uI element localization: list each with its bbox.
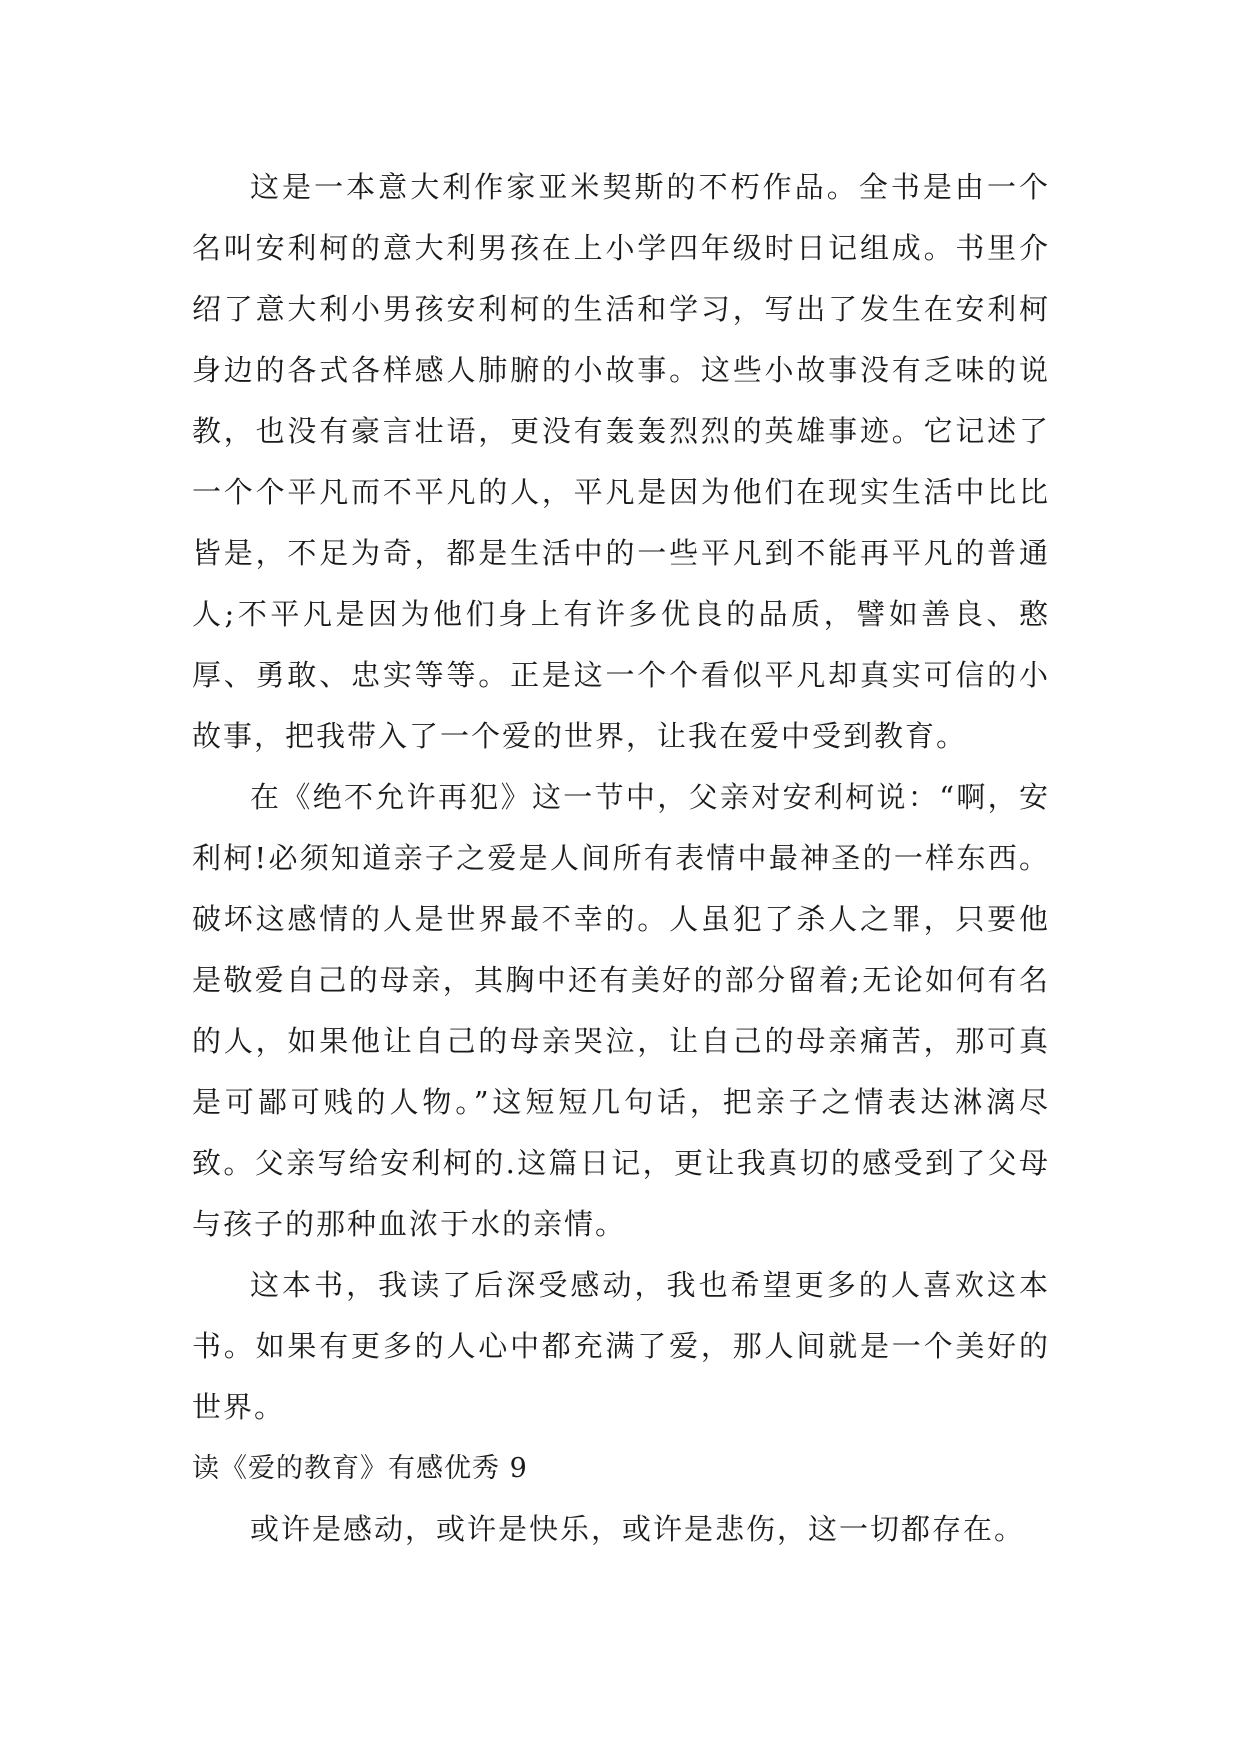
section-heading: 读《爱的教育》有感优秀 9	[192, 1453, 528, 1484]
body-paragraph: 这本书，我读了后深受感动，我也希望更多的人喜欢这本书。如果有更多的人心中都充满了爱，那人间就是一个美好的世界。	[192, 1268, 1050, 1424]
body-paragraph: 这是一本意大利作家亚米契斯的不朽作品。全书是由一个名叫安利柯的意大利男孩在上小学四年级时日记组成。书里介绍了意大利小男孩安利柯的生活和学习，写出了发生在安利柯身边的各式各样感人肺腑的小故事。这些小故事没有乏味的说教，也没有豪言壮语，更没有轰轰烈烈的英雄事迹。它记述了一个个平凡而不平凡的人，平凡是因为他们在现实生活中比比皆是，不足为奇，都是生活中的一些平凡到不能再平凡的普通人;不平凡是因为他们身上有许多优良的品质，譬如善良、憨厚、勇敢、忠实等等。正是这一个个看似平凡却真实可信的小故事，把我带入了一个爱的世界，让我在爱中受到教育。	[192, 170, 1050, 753]
body-paragraph: 或许是感动，或许是快乐，或许是悲伤，这一切都存在。	[250, 1512, 1026, 1546]
body-paragraph: 在《绝不允许再犯》这一节中，父亲对安利柯说：“啊，安利柯!必须知道亲子之爱是人间所有表情中最神圣的一样东西。破坏这感情的人是世界最不幸的。人虽犯了杀人之罪，只要他是敬爱自己的母亲，其胸中还有美好的部分留着;无论如何有名的人，如果他让自己的母亲哭泣，让自己的母亲痛苦，那可真是可鄙可贱的人物。”这短短几句话，把亲子之情表达淋漓尽致。父亲写给安利柯的.这篇日记，更让我真切的感受到了父母与孩子的那种血浓于水的亲情。	[192, 780, 1050, 1241]
document-page	[192, 157, 1050, 1560]
